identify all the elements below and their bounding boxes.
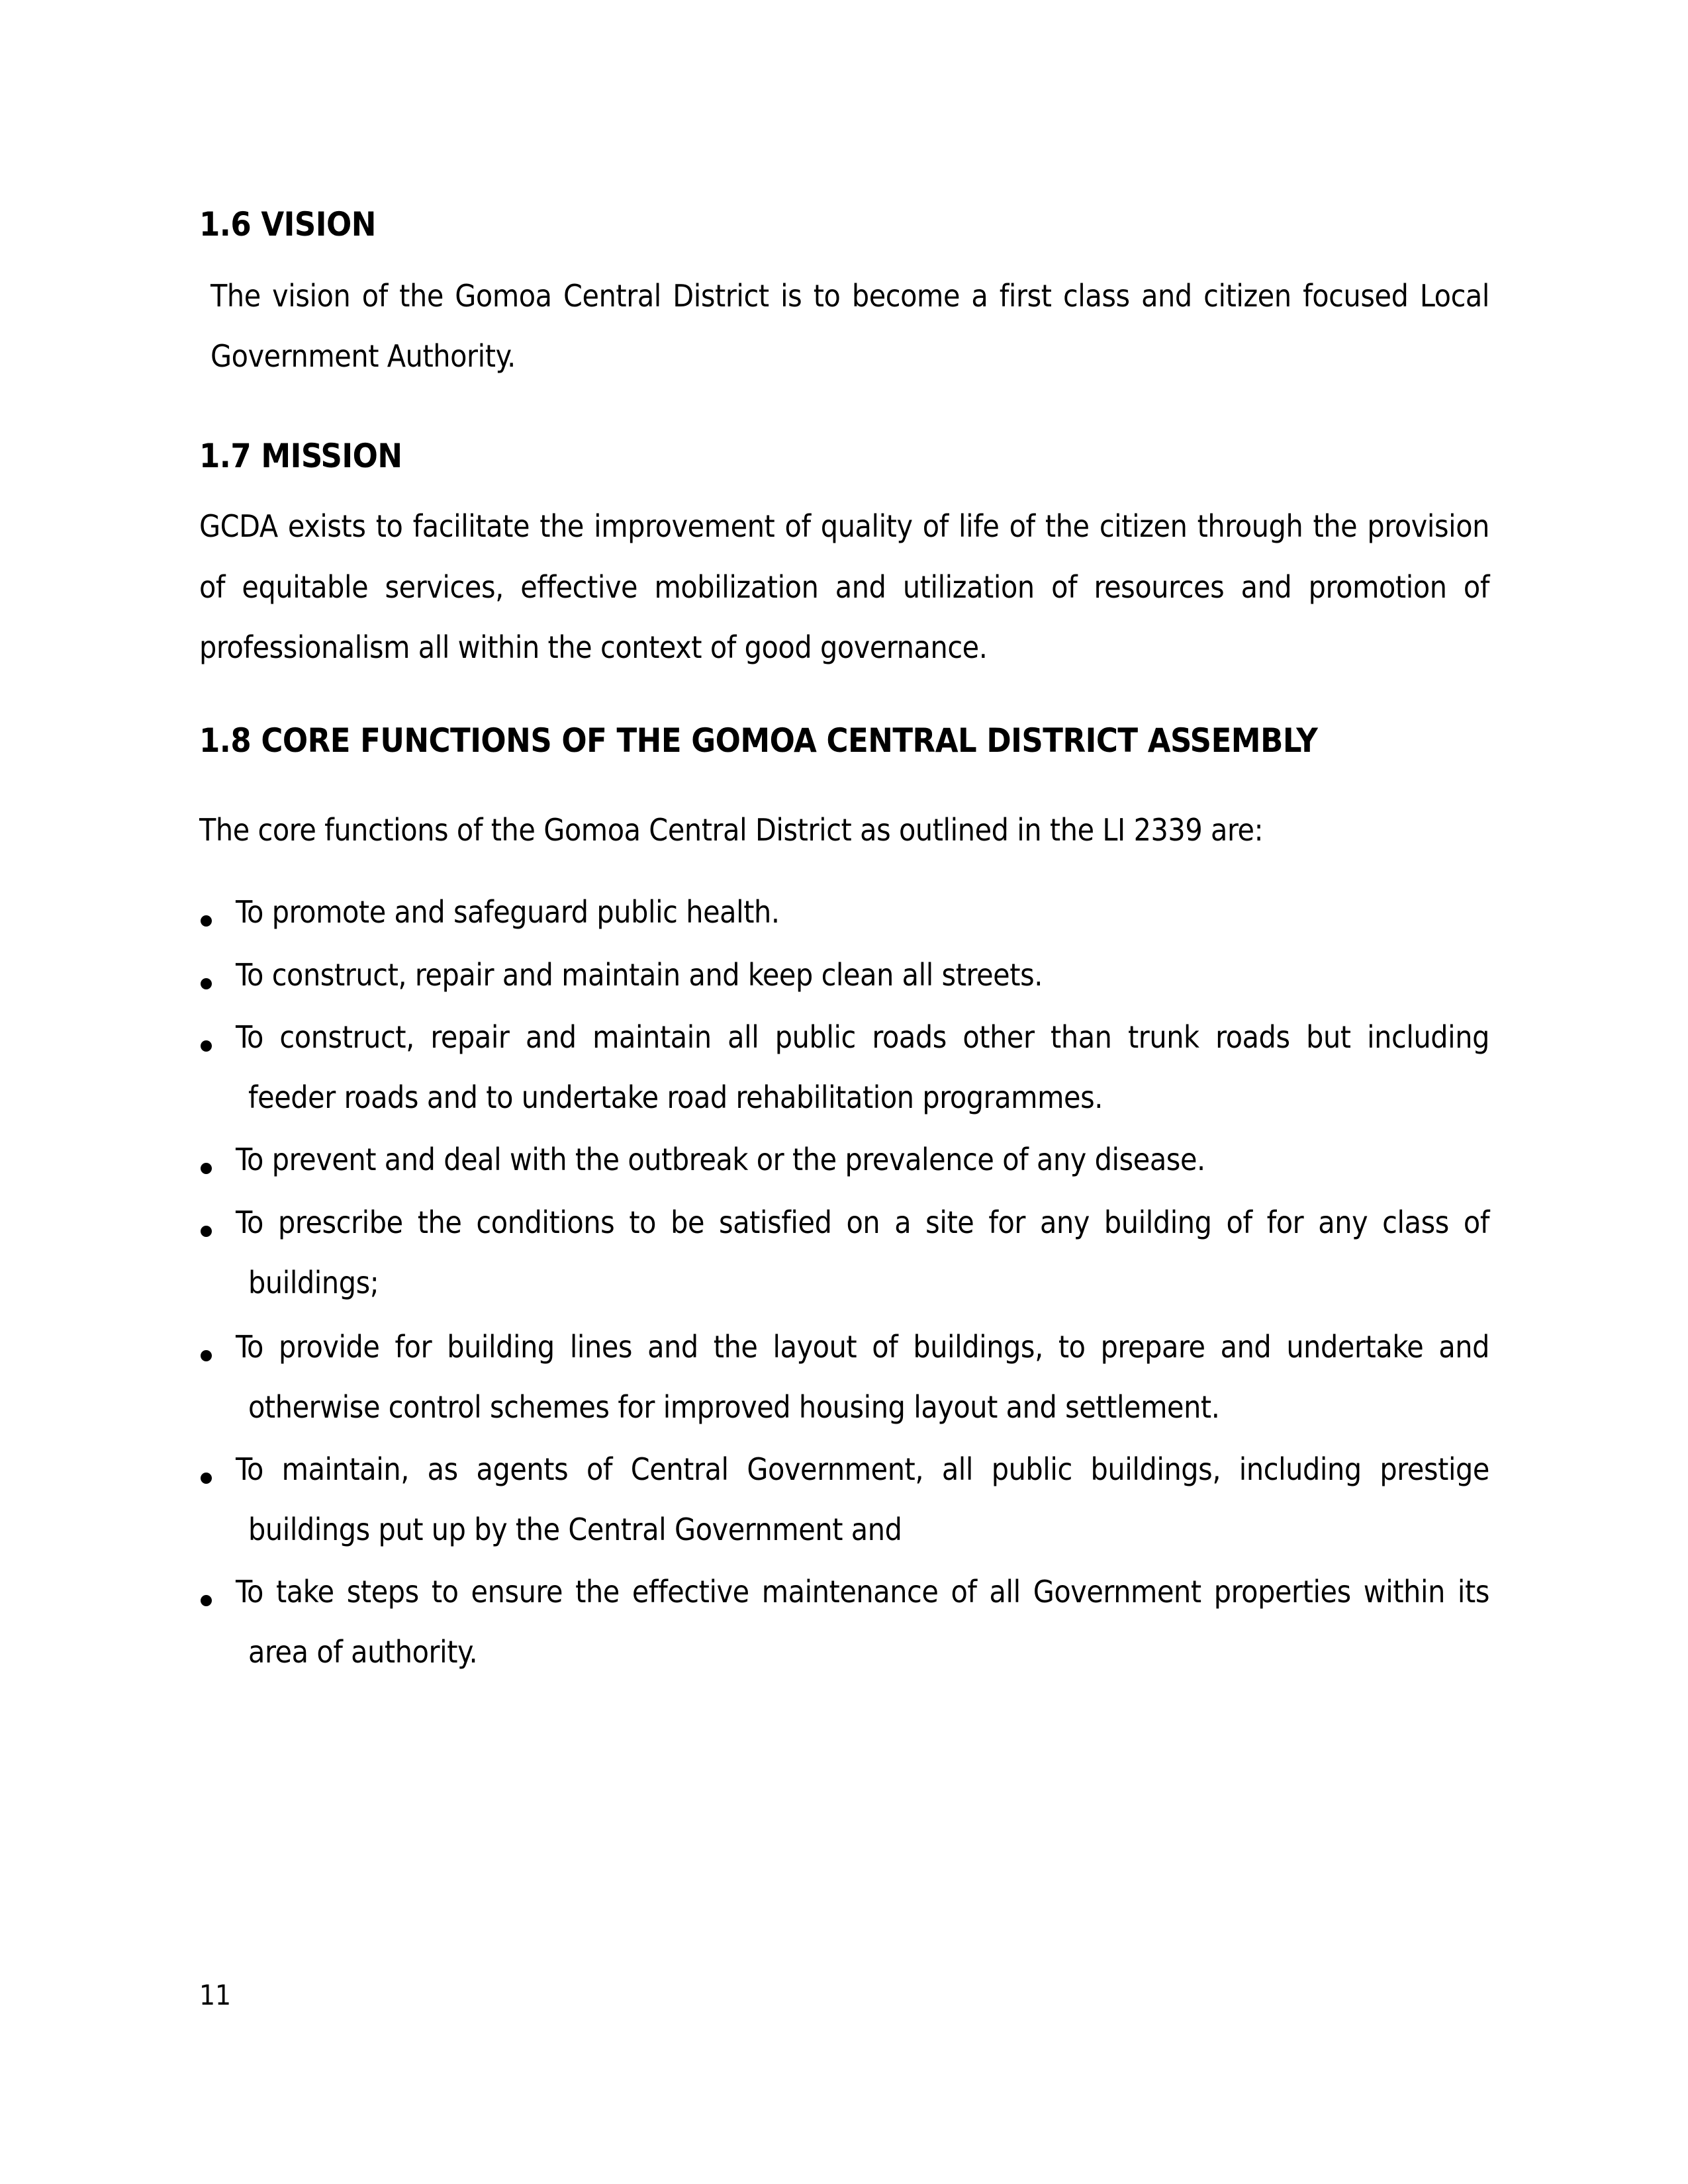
- mission-line-1: GCDA exists to facilitate the improvement of quality of life of the citizen through the provision: [199, 508, 1489, 544]
- page-number: 11: [199, 1979, 232, 2011]
- bullet-8-line-1: To take steps to ensure the effective maintenance of all Government properties within its: [236, 1574, 1489, 1610]
- bullet-icon: [201, 1473, 212, 1484]
- mission-line-3: professionalism all within the context of good governance.: [199, 629, 988, 665]
- bullet-icon: [201, 978, 212, 989]
- bullet-3-line-1: To construct, repair and maintain all public roads other than trunk roads but including: [236, 1019, 1489, 1055]
- bullet-icon: [201, 915, 212, 927]
- vision-line-1: The vision of the Gomoa Central District is to become a first class and citizen focused Local: [211, 278, 1489, 314]
- bullet-4-line-1: To prevent and deal with the outbreak or the prevalence of any disease.: [236, 1142, 1205, 1177]
- core-functions-intro: The core functions of the Gomoa Central District as outlined in the LI 2339 are:: [199, 812, 1264, 848]
- bullet-1-line-1: To promote and safeguard public health.: [236, 894, 780, 930]
- bullet-5-line-2: buildings;: [248, 1265, 379, 1300]
- heading-mission: 1.7 MISSION: [199, 437, 402, 475]
- bullet-3-line-2: feeder roads and to undertake road rehabilitation programmes.: [248, 1079, 1103, 1115]
- bullet-icon: [201, 1226, 212, 1237]
- bullet-8-line-2: area of authority.: [248, 1634, 478, 1670]
- bullet-2-line-1: To construct, repair and maintain and keep clean all streets.: [236, 957, 1043, 993]
- bullet-icon: [201, 1350, 212, 1361]
- heading-core-functions: 1.8 CORE FUNCTIONS OF THE GOMOA CENTRAL DISTRICT ASSEMBLY: [199, 721, 1318, 760]
- bullet-icon: [201, 1163, 212, 1174]
- bullet-5-line-1: To prescribe the conditions to be satisfied on a site for any building of for any class of: [236, 1205, 1489, 1240]
- bullet-7-line-2: buildings put up by the Central Government and: [248, 1512, 902, 1547]
- heading-vision: 1.6 VISION: [199, 205, 376, 244]
- bullet-icon: [201, 1595, 212, 1606]
- bullet-7-line-1: To maintain, as agents of Central Government, all public buildings, including prestige: [236, 1451, 1489, 1487]
- bullet-icon: [201, 1040, 212, 1052]
- bullet-6-line-1: To provide for building lines and the layout of buildings, to prepare and undertake and: [236, 1329, 1489, 1365]
- vision-line-2: Government Authority.: [211, 338, 516, 374]
- mission-line-2: of equitable services, effective mobilization and utilization of resources and promotion of: [199, 569, 1489, 605]
- bullet-6-line-2: otherwise control schemes for improved housing layout and settlement.: [248, 1389, 1220, 1425]
